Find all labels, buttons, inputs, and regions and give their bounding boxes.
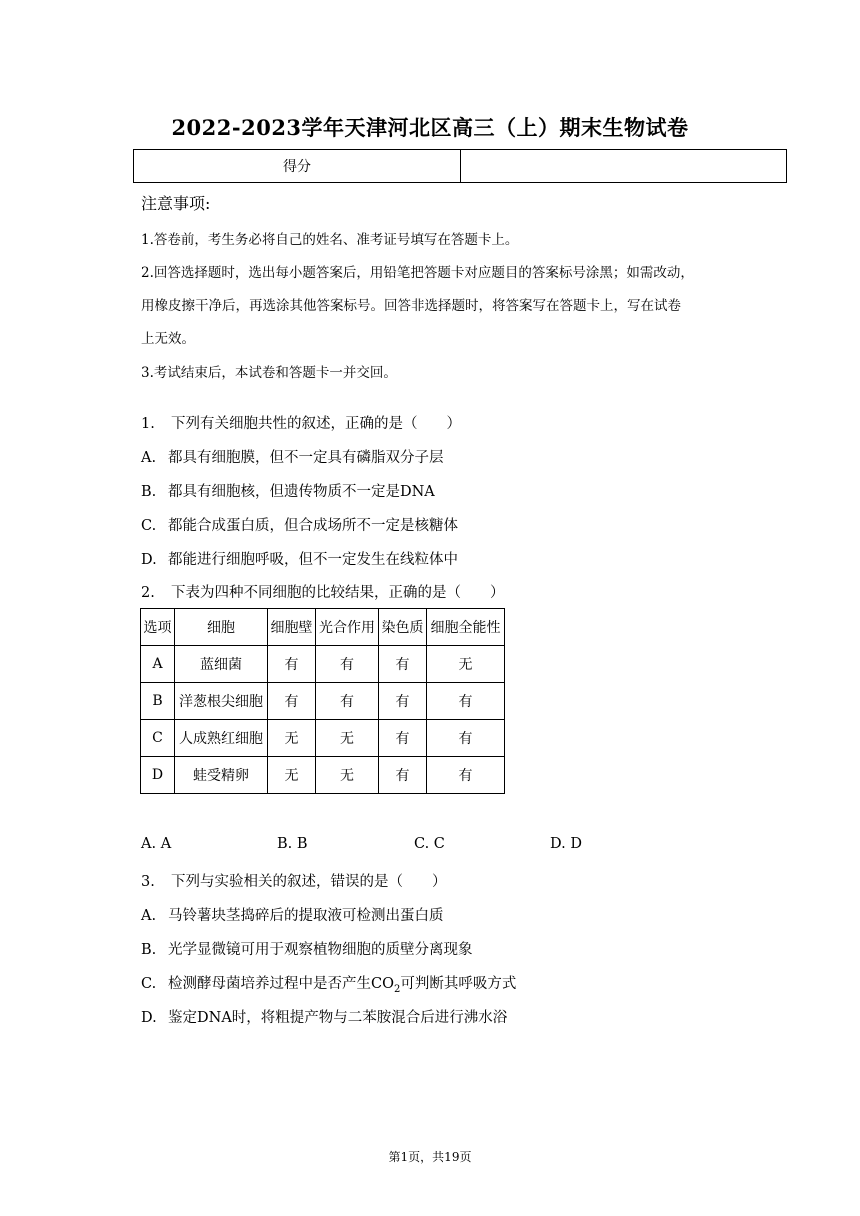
question-1-option-c [141, 514, 458, 535]
question-1-option-d [141, 548, 458, 569]
option-label: C. [141, 976, 157, 992]
co2-subscript: 2 [393, 983, 401, 995]
table-row [141, 646, 505, 683]
notice-line: 1.答卷前，考生务必将自己的姓名、准考证号填写在答题卡上。 [141, 232, 519, 248]
table-header-cell: 细胞 [175, 609, 268, 646]
table-cell: B [141, 683, 175, 720]
notice-line: 3.考试结束后，本试卷和答题卡一并交回。 [141, 365, 397, 381]
score-value [461, 150, 787, 183]
option-text: C [433, 836, 445, 852]
table-cell: 蓝细菌 [175, 646, 268, 683]
question-3-option-c [141, 972, 516, 995]
question-number: 3. [141, 874, 155, 890]
cell-comparison-table [140, 608, 505, 794]
question-3-option-d [141, 1006, 507, 1027]
score-table [133, 149, 787, 183]
notice-line: 用橡皮擦干净后，再选涂其他答案标号。回答非选择题时，将答案写在答题卡上，写在试卷 [141, 298, 681, 314]
table-cell: 蛙受精卵 [175, 757, 268, 794]
table-row [141, 720, 505, 757]
option-text: 都能合成蛋白质，但合成场所不一定是核糖体 [168, 518, 458, 534]
option-text: 都具有细胞核，但遗传物质不一定是DNA [168, 484, 435, 500]
table-cell: 洋葱根尖细胞 [175, 683, 268, 720]
table-header-cell: 选项 [141, 609, 175, 646]
table-cell: 有 [379, 683, 427, 720]
table-cell: D [141, 757, 175, 794]
table-cell: 有 [427, 683, 505, 720]
question-2-option-a [141, 836, 171, 852]
option-label: B. [141, 484, 157, 500]
question-1-stem [141, 412, 461, 433]
table-cell: 有 [427, 757, 505, 794]
option-text: 光学显微镜可用于观察植物细胞的质壁分离现象 [168, 942, 473, 958]
option-label: C. [141, 518, 157, 534]
table-header-cell: 细胞全能性 [427, 609, 505, 646]
option-text: 都能进行细胞呼吸，但不一定发生在线粒体中 [168, 552, 458, 568]
table-cell: 有 [268, 646, 316, 683]
table-cell: 有 [316, 683, 379, 720]
notice-line: 2.回答选择题时，选出每小题答案后，用铅笔把答题卡对应题目的答案标号涂黑；如需改动， [141, 265, 694, 281]
option-label: D. [550, 836, 566, 852]
option-text: 鉴定DNA时，将粗提产物与二苯胺混合后进行沸水浴 [168, 1010, 508, 1026]
question-text: 下列与实验相关的叙述，错误的是（ ） [171, 874, 447, 890]
table-cell: 人成熟红细胞 [175, 720, 268, 757]
table-cell: 无 [268, 757, 316, 794]
table-header-cell: 光合作用 [316, 609, 379, 646]
table-cell: 无 [316, 720, 379, 757]
question-1-option-b [141, 480, 435, 501]
option-text-after: 可判断其呼吸方式 [400, 976, 517, 992]
notice-line: 上无效。 [141, 331, 195, 347]
option-text: A [160, 836, 172, 852]
table-cell: 有 [379, 757, 427, 794]
table-header-row [141, 609, 505, 646]
option-label: B. [141, 942, 157, 958]
question-2-option-b [277, 836, 308, 852]
option-label: C. [414, 836, 430, 852]
question-3-stem [141, 870, 447, 891]
question-3-option-b [141, 938, 473, 959]
question-2-option-c [414, 836, 445, 852]
table-cell: 有 [379, 646, 427, 683]
page-footer: 第1页，共19页 [388, 1150, 472, 1164]
option-label: A. [141, 450, 157, 466]
option-label: D. [141, 1010, 157, 1026]
table-cell: 有 [316, 646, 379, 683]
option-text: B [296, 836, 308, 852]
option-label: A. [141, 836, 157, 852]
table-row [141, 683, 505, 720]
table-cell: C [141, 720, 175, 757]
table-cell: 有 [427, 720, 505, 757]
table-cell: A [141, 646, 175, 683]
table-cell: 无 [427, 646, 505, 683]
table-header-cell: 染色质 [379, 609, 427, 646]
option-text-before: 检测酵母菌培养过程中是否产生CO [168, 976, 394, 992]
question-3-option-a [141, 904, 444, 925]
notice-heading: 注意事项: [141, 194, 211, 213]
table-cell: 有 [379, 720, 427, 757]
table-cell: 无 [268, 720, 316, 757]
option-label: D. [141, 552, 157, 568]
question-number: 2. [141, 585, 155, 601]
question-2-stem [141, 581, 505, 602]
option-label: B. [277, 836, 293, 852]
question-text: 下表为四种不同细胞的比较结果，正确的是（ ） [171, 585, 505, 601]
question-number: 1. [141, 416, 155, 432]
question-text: 下列有关细胞共性的叙述，正确的是（ ） [171, 416, 461, 432]
option-text: D [570, 836, 582, 852]
question-2-option-d [550, 836, 582, 852]
table-header-cell: 细胞壁 [268, 609, 316, 646]
question-1-option-a [141, 446, 444, 467]
table-cell: 有 [268, 683, 316, 720]
option-text: 都具有细胞膜，但不一定具有磷脂双分子层 [168, 450, 444, 466]
option-label: A. [141, 908, 157, 924]
table-row [141, 757, 505, 794]
page-title: 2022-2023学年天津河北区高三（上）期末生物试卷 [171, 115, 689, 140]
table-cell: 无 [316, 757, 379, 794]
score-label: 得分 [134, 150, 461, 183]
option-text: 马铃薯块茎捣碎后的提取液可检测出蛋白质 [168, 908, 444, 924]
